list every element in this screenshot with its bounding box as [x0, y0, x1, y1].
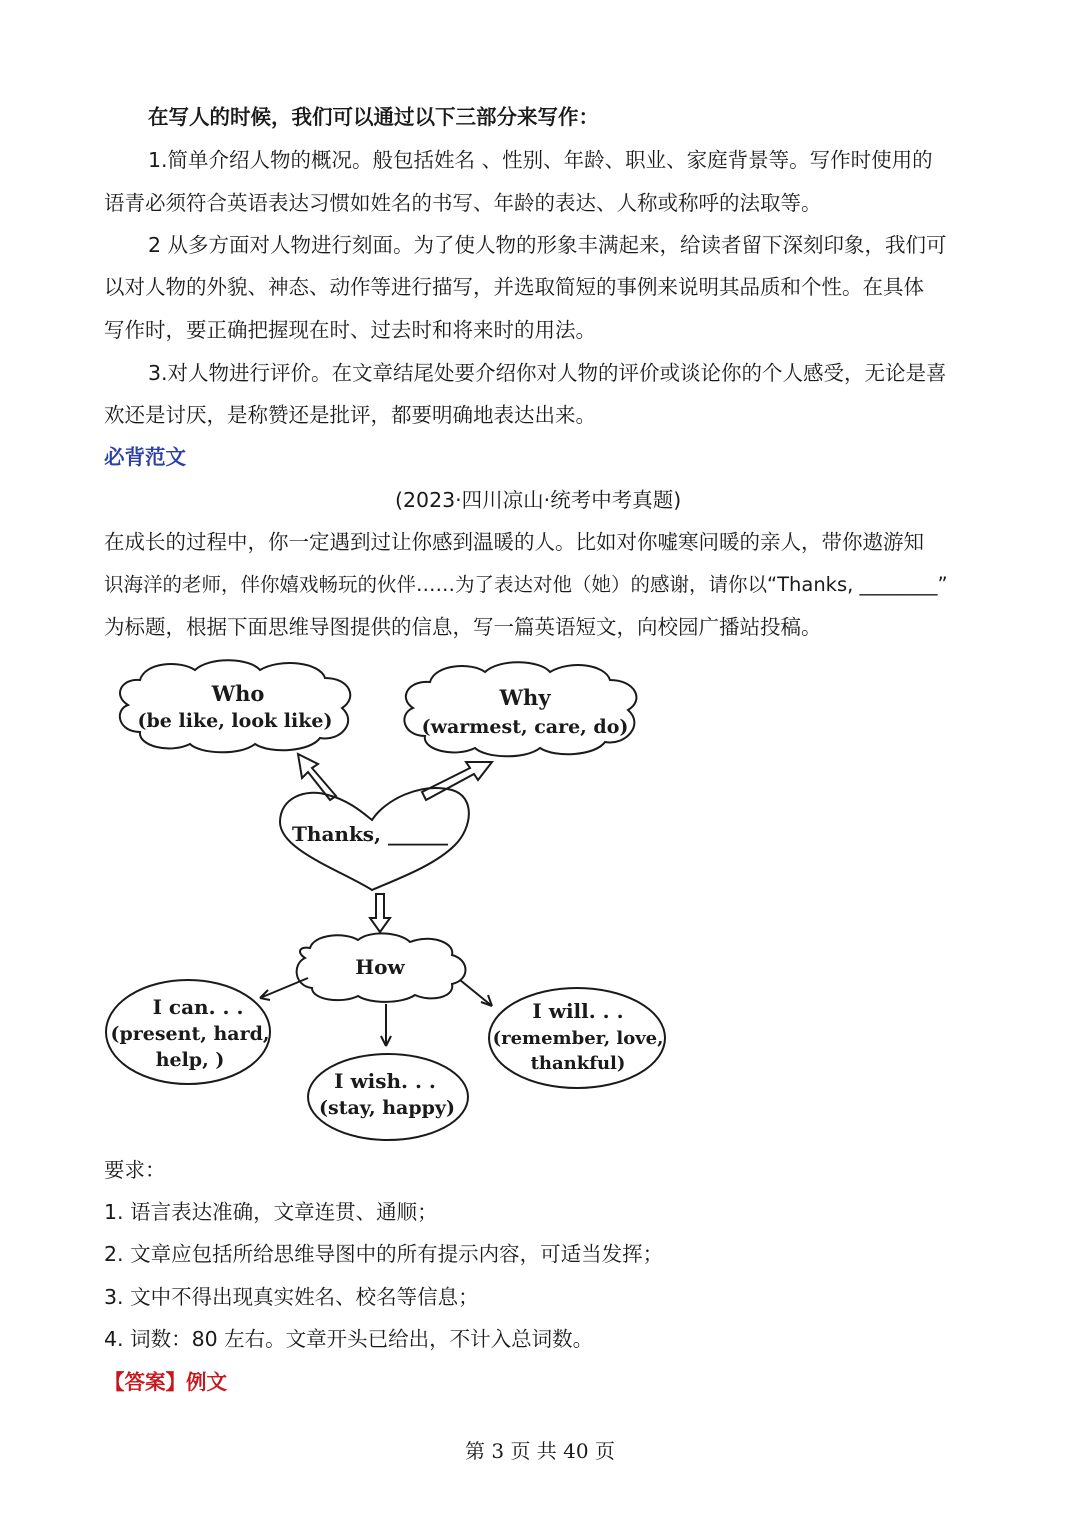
wish-line1: I wish. . .	[334, 1069, 436, 1093]
intro-p1-line1: 1.简单介绍人物的概况。般包括姓名 、性别、年龄、职业、家庭背景等。写作时使用的	[148, 148, 933, 172]
who-subtitle: (be like, look like)	[137, 710, 333, 732]
question-source: (2023·四川凉山·统考中考真题)	[395, 488, 682, 512]
can-line3: help, )	[155, 1049, 225, 1071]
answer-label: 【答案】例文	[104, 1370, 227, 1394]
wish-line2: (stay, happy)	[319, 1097, 455, 1119]
requirement-4: 4. 词数：80 左右。文章开头已给出，不计入总词数。	[104, 1327, 594, 1351]
can-line2: (present, hard,	[110, 1023, 270, 1045]
intro-heading: 在写人的时候，我们可以通过以下三部分来写作：	[148, 105, 599, 129]
intro-p3-line1: 3.对人物进行评价。在文章结尾处要介绍你对人物的评价或谈论你的个人感受，无论是喜	[148, 361, 947, 385]
who-title: Who	[211, 681, 265, 706]
mind-map	[100, 650, 680, 1145]
arrow-to-will	[460, 980, 492, 1006]
intro-p1-line2: 语青必须符合英语表达习惯如姓名的书写、年龄的表达、人称或称呼的法取等。	[104, 191, 822, 215]
arrow-to-can	[260, 978, 308, 998]
requirement-2: 2. 文章应包括所给思维导图中的所有提示内容，可适当发挥；	[104, 1242, 664, 1266]
can-line1: I can. . .	[152, 995, 244, 1019]
why-subtitle: (warmest, care, do)	[421, 716, 629, 738]
will-line2: (remember, love,	[492, 1028, 664, 1049]
arrow-to-why	[422, 762, 492, 800]
intro-p2-line2: 以对人物的外貌、神态、动作等进行描写，并选取简短的事例来说明其品质和个性。在具体	[104, 275, 924, 299]
will-line1: I will. . .	[532, 999, 624, 1023]
arrow-to-how	[370, 894, 390, 932]
who-cloud	[120, 660, 350, 752]
requirement-3: 3. 文中不得出现真实姓名、校名等信息；	[104, 1285, 479, 1309]
intro-p2-line3: 写作时，要正确把握现在时、过去时和将来时的用法。	[104, 318, 596, 342]
section-title: 必背范文	[104, 445, 186, 469]
prompt-line3: 为标题，根据下面思维导图提供的信息，写一篇英语短文，向校园广播站投稿。	[104, 615, 822, 639]
will-line3: thankful)	[530, 1053, 626, 1074]
heart-text: Thanks, ______	[292, 822, 448, 846]
prompt-line2: 识海洋的老师，伴你嬉戏畅玩的伙伴……为了表达对他（她）的感谢，请你以“Thanks, ________”	[104, 573, 948, 596]
requirements-title: 要求：	[104, 1158, 166, 1182]
intro-p3-line2: 欢还是讨厌，是称赞还是批评，都要明确地表达出来。	[104, 403, 596, 427]
requirement-1: 1. 语言表达准确，文章连贯、通顺；	[104, 1200, 438, 1224]
page-footer: 第 3 页 共 40 页	[465, 1439, 615, 1463]
intro-p2-line1: 2 从多方面对人物进行刻面。为了使人物的形象丰满起来，给读者留下深刻印象，我们可	[148, 233, 947, 257]
prompt-line1: 在成长的过程中，你一定遇到过让你感到温暖的人。比如对你嘘寒问暖的亲人，带你遨游知	[104, 530, 924, 554]
why-title: Why	[499, 685, 551, 710]
how-text: How	[355, 955, 405, 979]
